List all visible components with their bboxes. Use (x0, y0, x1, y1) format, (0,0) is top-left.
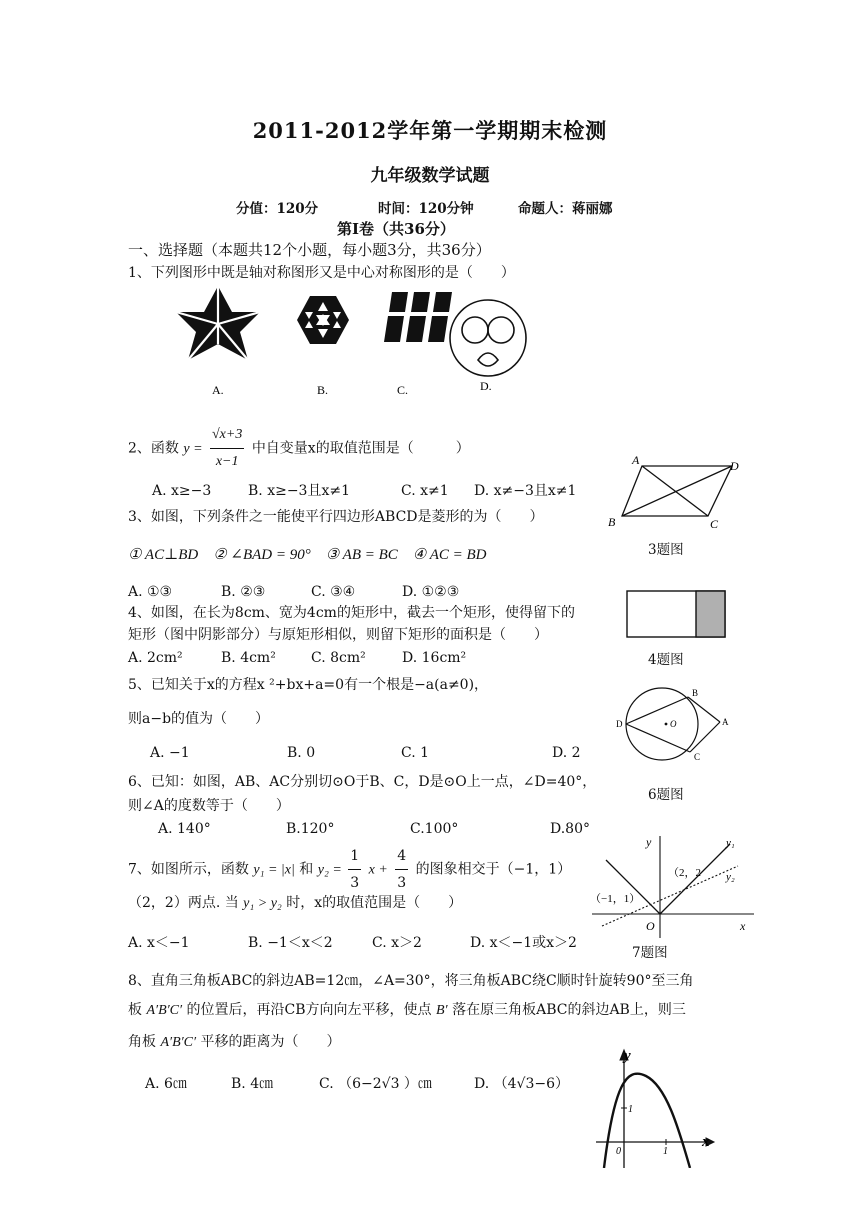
q2-stem (128, 422, 470, 475)
q8-line3-m: A′B′C′ (160, 1035, 197, 1050)
q7-stem (128, 843, 571, 896)
q7-frac1 (348, 843, 361, 896)
q8-line1: 8、直角三角板ABC的斜边AB=12㎝，∠A=30°，将三角板ABC绕C顺时针旋转90°至三角 (128, 973, 694, 989)
q2-y: y = (183, 441, 203, 457)
q8-option-a: A. 6㎝ (145, 1076, 187, 1092)
q3-conditions: ① AC⊥BD ② ∠BAD = 90° ③ AB = BC ④ AC = BD (128, 547, 487, 563)
q5-line1: 5、已知关于x的方程x ²+bx+a=0有一个根是−a(a≠0)， (128, 677, 489, 693)
q3-option-a: A. ①③ (128, 584, 173, 600)
q3-option-b: B. ②③ (221, 584, 266, 600)
q7-prefix: 7、如图所示，函数 (128, 861, 249, 878)
q6-point-o: O (670, 719, 677, 729)
q7-line2-cond: y₁ > y₂ (243, 896, 282, 911)
parabola-label-x1: 1 (663, 1146, 668, 1157)
q7-y2: y₂ = (317, 862, 346, 878)
q8-line2-b: 的位置后，再沿CB方向向左平移，使点 (186, 1002, 432, 1018)
q4-line1: 4、如图，在长为8cm、宽为4cm的矩形中，截去一个矩形，使得留下的 (128, 605, 575, 621)
parabola-label-origin: 0 (616, 1146, 621, 1157)
q7-line2-post: 时，x的取值范围是（ ） (286, 895, 463, 911)
q3-point-d: D (730, 459, 739, 473)
q3-figure (604, 452, 754, 532)
q8-line3-b: 平移的距离为（ ） (200, 1034, 341, 1050)
q7-label-point22: （2，2 (668, 867, 701, 879)
q7-label-y1: y₁ (726, 837, 735, 849)
q3-option-c: C. ③④ (311, 584, 356, 600)
q7-frac1-num: 1 (348, 843, 361, 870)
q8-line2 (128, 1000, 686, 1021)
q1-figures (160, 282, 540, 402)
volume-heading: 第Ⅰ卷（共36分） (337, 220, 455, 238)
q7-frac1-den: 3 (350, 875, 360, 891)
parabola-label-x: x (702, 1134, 710, 1150)
q1-label-a: A. (212, 383, 224, 397)
q2-numerator: √x+3 (210, 422, 244, 449)
q6-point-d: D (616, 719, 623, 729)
q7-frac2 (395, 843, 408, 896)
q2-fraction (210, 422, 244, 475)
q1-label-c: C. (397, 383, 409, 397)
q8-line2-m1: A′B′C′ (146, 1003, 183, 1018)
section-heading: 一、选择题（本题共12个小题，每小题3分，共36分） (128, 241, 491, 259)
q1-figure-c (384, 292, 452, 342)
q7-frac2-den: 3 (397, 875, 407, 891)
q7-figure (588, 830, 758, 940)
q8-option-b: B. 4㎝ (231, 1076, 274, 1092)
q3-stem: 3、如图，下列条件之一能使平行四边形ABCD是菱形的为（ ） (128, 509, 544, 525)
q4-line2: 矩形（图中阴影部分）与原矩形相似，则留下矩形的面积是（ ） (128, 627, 548, 643)
page-subtitle: 九年级数学试题 (370, 166, 490, 186)
q7-label-y2: y₂ (726, 871, 735, 883)
q6-option-b: B.120° (286, 821, 335, 837)
q2-denominator: x−1 (215, 454, 239, 469)
q1-figure-a (176, 286, 260, 360)
q5-option-d: D. 2 (552, 745, 581, 761)
q3-point-c: C (710, 517, 719, 531)
q7-frac2-num: 4 (395, 843, 408, 870)
q8-line3-a: 角板 (128, 1034, 156, 1050)
q4-figure (626, 590, 728, 640)
q2-option-c: C. x≠1 (401, 483, 449, 499)
q8-line2-m2: B′ (436, 1003, 448, 1018)
time-info: 时间：120分钟 (378, 201, 474, 217)
q8-line2-a: 板 (128, 1002, 142, 1018)
q3-caption: 3题图 (648, 542, 684, 558)
parabola-label-y1: 1 (628, 1104, 633, 1115)
q2-option-a: A. x≥−3 (152, 483, 212, 499)
q6-point-a: A (722, 717, 729, 727)
q6-line2: 则∠A的度数等于（ ） (128, 798, 290, 814)
q3-option-d: D. ①②③ (402, 584, 460, 600)
q7-caption: 7题图 (632, 945, 668, 961)
q7-and: 和 (299, 861, 314, 878)
q3-point-b: B (608, 515, 616, 529)
q1-figure-b (297, 296, 349, 344)
q7-label-y: y (646, 835, 652, 849)
q4-caption: 4题图 (648, 652, 684, 668)
q7-label-o: O (646, 919, 655, 933)
q8-line3 (128, 1032, 341, 1053)
q6-line1: 6、已知：如图，AB、AC分别切⊙O于B、C，D是⊙O上一点，∠D=40°， (128, 774, 597, 790)
q3-point-a: A (632, 453, 640, 467)
q4-option-d: D. 16cm² (402, 650, 467, 666)
q2-option-b: B. x≥−3且x≠1 (248, 483, 350, 499)
q6-caption: 6题图 (648, 787, 684, 803)
q1-stem: 1、下列图形中既是轴对称图形又是中心对称图形的是（ ） (128, 265, 515, 281)
q2-suffix: 中自变量x的取值范围是（ ） (251, 440, 470, 457)
q8-line2-c: 落在原三角板ABC的斜边AB上，则三 (452, 1002, 686, 1018)
page-title: 2011-2012学年第一学期期末检测 (252, 118, 608, 143)
q7-mid: x + (368, 862, 388, 878)
q7-option-c: C. x＞2 (372, 935, 422, 951)
q2-prefix: 2、函数 (128, 440, 179, 457)
q7-line2 (128, 893, 462, 914)
q7-line2-pre: （2，2）两点. 当 (128, 895, 239, 911)
q7-label-x: x (740, 919, 746, 933)
q4-option-b: B. 4cm² (221, 650, 276, 666)
q6-point-c: C (694, 752, 701, 762)
q7-y1: y₁ = |x| (253, 862, 295, 878)
q5-option-a: A. −1 (150, 745, 190, 761)
q4-shaded-rect (696, 591, 725, 637)
q1-label-b: B. (317, 383, 329, 397)
q5-option-c: C. 1 (401, 745, 430, 761)
q6-point-b: B (692, 688, 699, 698)
q1-label-d: D. (480, 379, 492, 393)
parabola-label-y: y (624, 1048, 631, 1064)
q1-figure-d (450, 300, 526, 376)
q6-option-a: A. 140° (158, 821, 211, 837)
q7-suffix: 的图象相交于（−1，1） (415, 861, 572, 878)
q7-label-point-11: （−1，1） (590, 893, 641, 905)
q7-option-a: A. x＜−1 (128, 935, 190, 951)
q2-option-d: D. x≠−3且x≠1 (474, 483, 577, 499)
author-info: 命题人：蒋丽娜 (518, 201, 613, 217)
q6-figure (610, 680, 740, 780)
q8-option-c: C. （6−2√3 ）㎝ (319, 1076, 432, 1092)
q7-option-b: B. −1＜x＜2 (248, 935, 333, 951)
q5-option-b: B. 0 (287, 745, 316, 761)
q4-option-a: A. 2cm² (128, 650, 183, 666)
q6-option-d: D.80° (550, 821, 590, 837)
q7-option-d: D. x＜−1或x＞2 (470, 935, 577, 951)
parabola-figure (590, 1046, 720, 1168)
q6-option-c: C.100° (410, 821, 459, 837)
q8-option-d: D. （4√3−6） (474, 1076, 569, 1092)
q4-option-c: C. 8cm² (311, 650, 366, 666)
score-info: 分值：120分 (236, 201, 319, 217)
q5-line2: 则a−b的值为（ ） (128, 711, 270, 727)
